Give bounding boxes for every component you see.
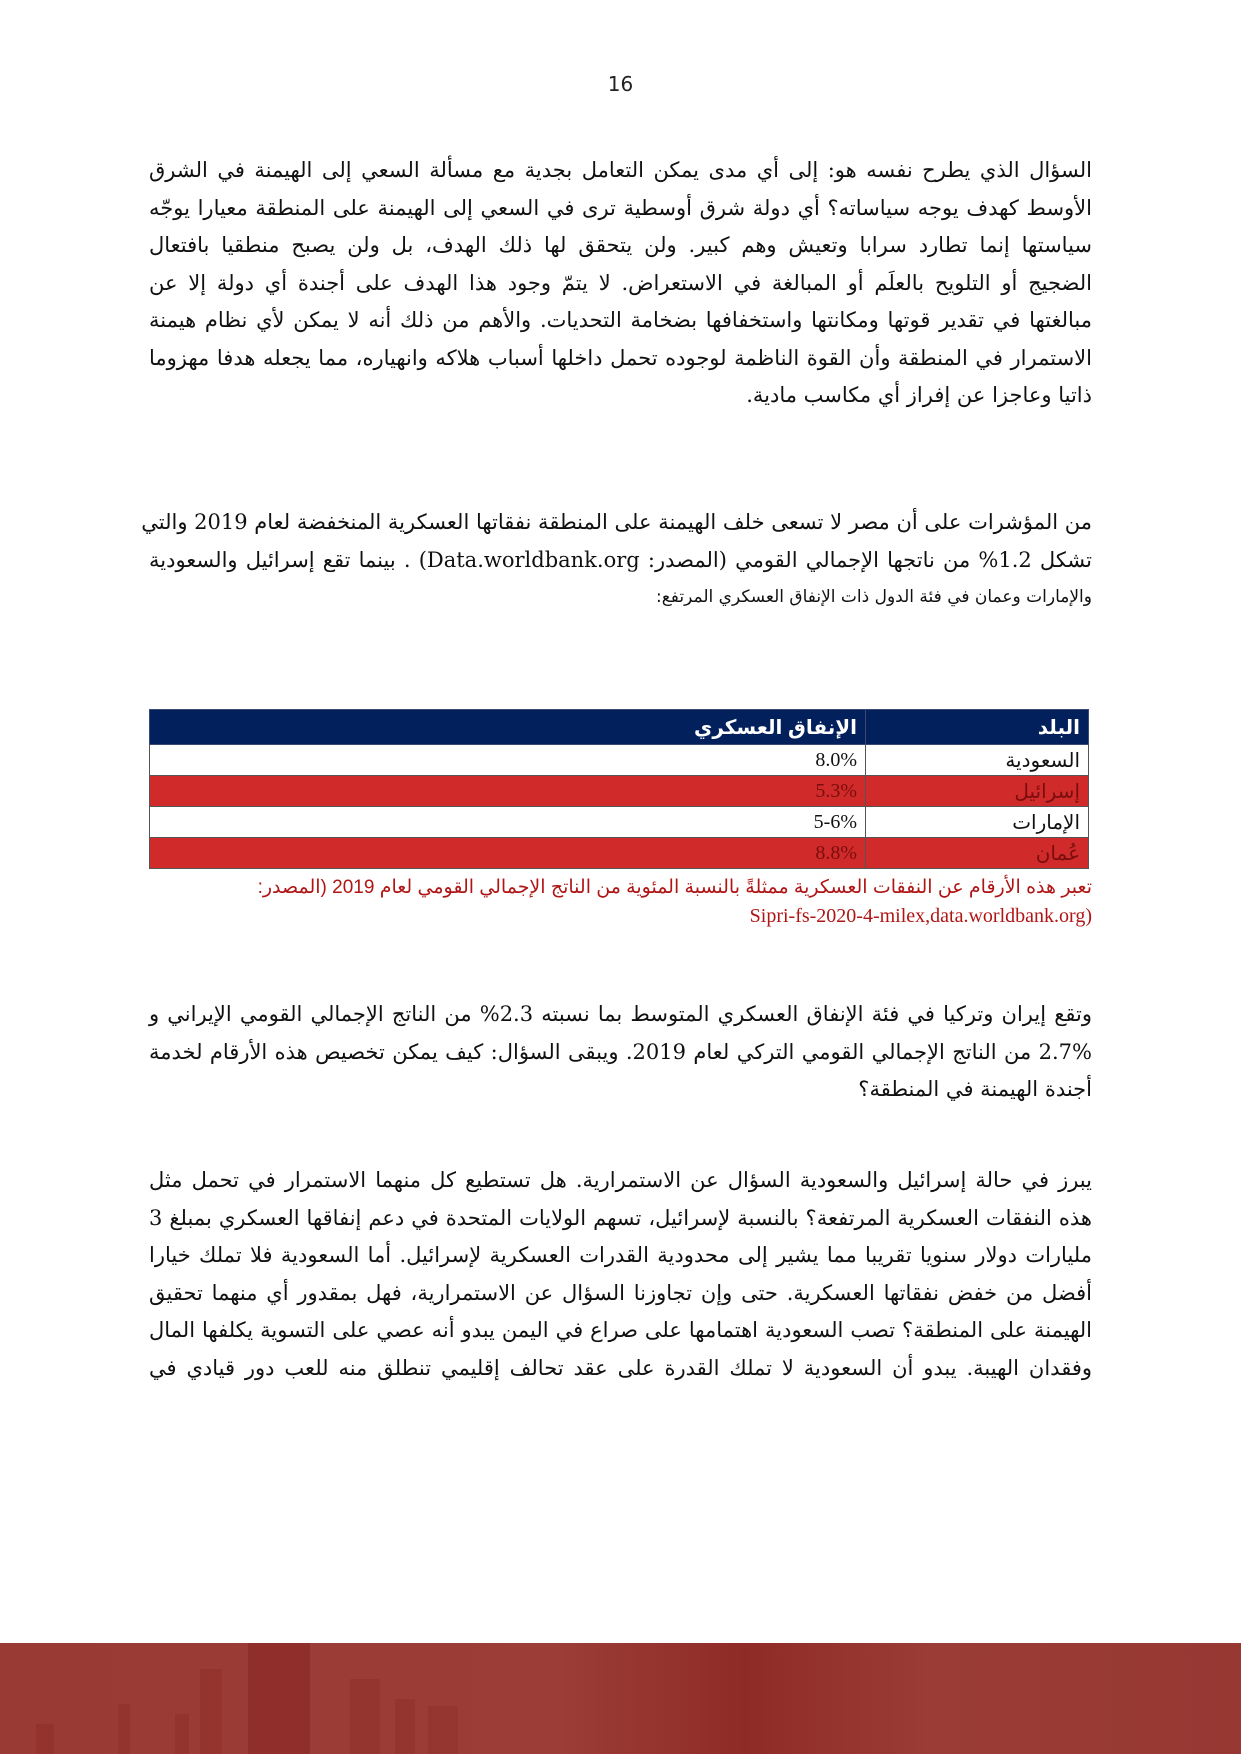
text-line: وتقع إيران وتركيا في فئة الإنفاق العسكري المتوسط بما نسبته 2.3% من الناتج الإجمالي القومي الإيراني و (149, 1002, 1092, 1026)
skyline-building (428, 1706, 458, 1754)
caption-text: تعبر هذه الأرقام عن النفقات العسكرية ممثلةً بالنسبة المئوية من الناتج الإجمالي القومي لعام 2019 (المصدر: (257, 877, 1092, 898)
skyline-building (200, 1669, 222, 1754)
page-number: 16 (607, 72, 634, 96)
header-country: البلد (866, 710, 1089, 745)
footer-skyline-band (0, 1643, 1241, 1754)
cell-country: عُمان (866, 838, 1089, 869)
header-spending: الإنفاق العسكري (150, 710, 866, 745)
cell-country: السعودية (866, 745, 1089, 776)
text-line: هذه النفقات العسكرية المرتفعة؟ بالنسبة لإسرائيل، تسهم الولايات المتحدة في دعم إنفاقها العسكري بمبلغ 3 (149, 1205, 1092, 1230)
paragraph-iran-turkey (149, 996, 1092, 1109)
text-line: أفضل من خفض نفقاتها العسكرية. حتى وإن تجاوزنا السؤال عن الاستمرارية، فهل بمقدور أي منهما تحقيق (149, 1280, 1092, 1305)
spending-value: 8.0% (815, 748, 857, 771)
cell-spending (150, 838, 866, 869)
skyline-building (175, 1714, 189, 1754)
table-row (150, 838, 1089, 869)
text-line: الضجيج أو التلويح بالعلَم أو المبالغة في الاستعراض. لا يتمّ وجود هذا الهدف على أجندة أي دولة إلا عن (149, 270, 1092, 295)
table-header-row (150, 710, 1089, 745)
text-line: تشكل 1.2% من ناتجها الإجمالي القومي (المصدر: Data.worldbank.org) . بينما تقع إسرائيل والسعودية (149, 547, 1092, 572)
table-row (150, 745, 1089, 776)
text-line: ذاتيا وعاجزا عن إفراز أي مكاسب مادية. (746, 383, 1092, 407)
spending-value: 5-6% (813, 810, 857, 833)
text-line: وفقدان الهيبة. يبدو أن السعودية لا تملك القدرة على عقد تحالف إقليمي تنطلق منه للعب دور قيادي في (149, 1355, 1092, 1380)
skyline-building (248, 1643, 310, 1754)
skyline-building (36, 1724, 54, 1754)
text-line: سياستها إنما تطارد سرابا وتعيش وهم كبير. ولن يتحقق لها ذلك الهدف، بل ولن يصبح منطقيا بافتعال (149, 233, 1092, 257)
skyline-building (350, 1679, 380, 1754)
paragraph-egypt-spending (141, 504, 1092, 617)
text-line: الاستمرار في المنطقة وأن القوة الناظمة لوجوده تحمل داخلها أسباب هلاكه وانهياره، مما يجعله هدفا مهزوما (149, 345, 1092, 370)
text-line: أجندة الهيمنة في المنطقة؟ (858, 1077, 1092, 1101)
text-line: والإمارات وعمان في فئة الدول ذات الإنفاق العسكري المرتفع: (656, 587, 1092, 607)
text-line: 2.7% من الناتج الإجمالي القومي التركي لعام 2019. ويبقى السؤال: كيف يمكن تخصيص هذه الأرقام لخدمة (149, 1039, 1092, 1064)
cell-country: الإمارات (866, 807, 1089, 838)
skyline-building (118, 1704, 130, 1754)
spending-value: 5.3% (815, 779, 857, 802)
text-line: يبرز في حالة إسرائيل والسعودية السؤال عن الاستمرارية. هل تستطيع كل منهما الاستمرار في تحمل مثل (149, 1168, 1092, 1192)
table-row (150, 776, 1089, 807)
military-spending-table (149, 709, 1089, 869)
spending-value: 8.8% (815, 841, 857, 864)
cell-spending (150, 745, 866, 776)
paragraph-sustainability (149, 1162, 1092, 1387)
paragraph-hegemony-question (149, 152, 1092, 415)
text-line: الهيمنة على المنطقة؟ تصب السعودية اهتمامها على صراع في اليمن يبدو أنه عصي على التسوية يكلفها المال (149, 1318, 1092, 1342)
text-line: من المؤشرات على أن مصر لا تسعى خلف الهيمنة على المنطقة نفقاتها العسكرية المنخفضة لعام 2019 والتي (141, 510, 1092, 534)
table-caption (149, 874, 1092, 930)
text-line: السؤال الذي يطرح نفسه هو: إلى أي مدى يمكن التعامل بجدية مع مسألة السعي إلى الهيمنة في الشرق (149, 158, 1092, 182)
text-line: مليارات دولار سنويا تقريبا مما يشير إلى محدودية القدرات العسكرية لإسرائيل. أما السعودية فلا تملك خيارا (149, 1243, 1092, 1267)
text-line: الأوسط كهدف يوجه سياساته؟ أي دولة شرق أوسطية ترى في السعي إلى الهيمنة على المنطقة معيارا يوجّه (149, 195, 1092, 220)
cell-spending (150, 807, 866, 838)
text-line: مبالغتها في تقدير قوتها ومكانتها واستخفافها بضخامة التحديات. والأهم من ذلك أنه لا يمكن لأي نظام هيمنة (149, 308, 1092, 332)
cell-spending (150, 776, 866, 807)
caption-source: (Sipri-fs-2020-4-milex,data.worldbank.org (749, 905, 1092, 927)
skyline-building (395, 1699, 415, 1754)
cell-country: إسرائيل (866, 776, 1089, 807)
table-row (150, 807, 1089, 838)
